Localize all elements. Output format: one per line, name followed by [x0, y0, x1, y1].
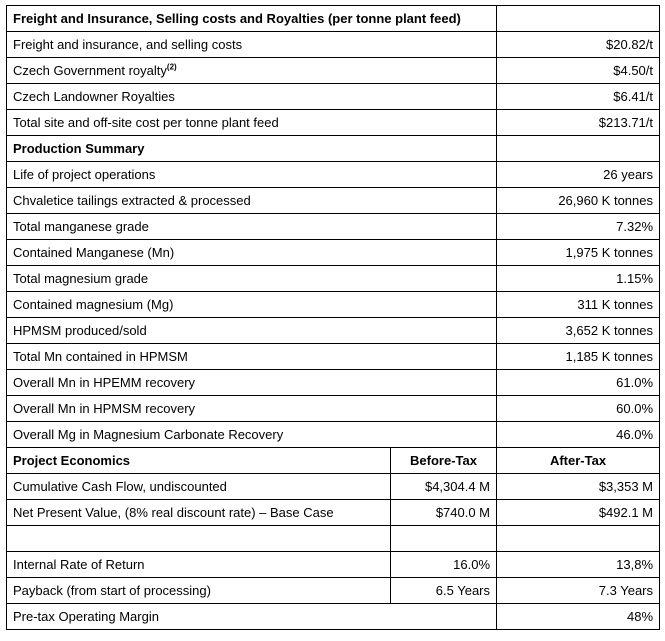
table-row	[7, 344, 660, 370]
row-label: Payback (from start of processing)	[7, 578, 391, 604]
table-row	[7, 32, 660, 58]
row-label: Overall Mg in Magnesium Carbonate Recovery	[7, 422, 497, 448]
row-value: 61.0%	[497, 370, 660, 396]
row-label: Overall Mn in HPMSM recovery	[7, 396, 497, 422]
row-value: 1,185 K tonnes	[497, 344, 660, 370]
before-tax-value: $740.0 M	[391, 500, 497, 526]
table-row	[7, 396, 660, 422]
row-value: 1.15%	[497, 266, 660, 292]
row-label-cell	[7, 58, 497, 84]
table-row	[7, 110, 660, 136]
row-label: Czech Government royalty	[13, 63, 167, 78]
after-tax-value: 7.3 Years	[497, 578, 660, 604]
row-label: Total manganese grade	[7, 214, 497, 240]
row-label	[7, 526, 391, 552]
section-header-freight	[7, 6, 660, 32]
table-row	[7, 604, 660, 630]
table-row	[7, 266, 660, 292]
after-tax-value	[497, 526, 660, 552]
empty-cell	[497, 6, 660, 32]
row-label: Chvaletice tailings extracted & processed	[7, 188, 497, 214]
table-row	[7, 474, 660, 500]
row-value: $4.50/t	[497, 58, 660, 84]
column-header-before-tax: Before-Tax	[391, 448, 497, 474]
section-header-production	[7, 136, 660, 162]
table-row	[7, 240, 660, 266]
footnote-marker: (2)	[166, 62, 177, 72]
table-row	[7, 578, 660, 604]
after-tax-value: $3,353 M	[497, 474, 660, 500]
before-tax-value: $4,304.4 M	[391, 474, 497, 500]
row-label: Overall Mn in HPEMM recovery	[7, 370, 497, 396]
table-row	[7, 500, 660, 526]
table-row	[7, 58, 660, 84]
table-row	[7, 292, 660, 318]
after-tax-value: $492.1 M	[497, 500, 660, 526]
row-label: Freight and insurance, and selling costs	[7, 32, 497, 58]
row-value: 26,960 K tonnes	[497, 188, 660, 214]
table-row	[7, 188, 660, 214]
row-label: Total magnesium grade	[7, 266, 497, 292]
row-value: 1,975 K tonnes	[497, 240, 660, 266]
row-value: 48%	[497, 604, 660, 630]
row-label: Contained magnesium (Mg)	[7, 292, 497, 318]
table-row	[7, 422, 660, 448]
row-label: Contained Manganese (Mn)	[7, 240, 497, 266]
table-row	[7, 214, 660, 240]
section-title: Project Economics	[7, 448, 391, 474]
row-label: Total Mn contained in HPMSM	[7, 344, 497, 370]
row-label: Pre-tax Operating Margin	[7, 604, 497, 630]
before-tax-value: 6.5 Years	[391, 578, 497, 604]
after-tax-value: 13,8%	[497, 552, 660, 578]
table-row	[7, 162, 660, 188]
row-value: 26 years	[497, 162, 660, 188]
before-tax-value	[391, 526, 497, 552]
column-header-after-tax: After-Tax	[497, 448, 660, 474]
row-label: Net Present Value, (8% real discount rate) – Base Case	[7, 500, 391, 526]
row-value: 311 K tonnes	[497, 292, 660, 318]
row-value: 60.0%	[497, 396, 660, 422]
section-title: Freight and Insurance, Selling costs and Royalties (per tonne plant feed)	[7, 6, 497, 32]
table-row	[7, 370, 660, 396]
before-tax-value: 16.0%	[391, 552, 497, 578]
row-value: 46.0%	[497, 422, 660, 448]
row-value: $213.71/t	[497, 110, 660, 136]
table-row-blank	[7, 526, 660, 552]
section-header-economics	[7, 448, 660, 474]
row-value: 3,652 K tonnes	[497, 318, 660, 344]
table-row	[7, 318, 660, 344]
row-value: 7.32%	[497, 214, 660, 240]
empty-cell	[497, 136, 660, 162]
row-value: $20.82/t	[497, 32, 660, 58]
row-label: Cumulative Cash Flow, undiscounted	[7, 474, 391, 500]
table-row	[7, 552, 660, 578]
financial-summary-table	[6, 5, 660, 630]
row-label: Life of project operations	[7, 162, 497, 188]
row-label: Total site and off-site cost per tonne plant feed	[7, 110, 497, 136]
row-label: Internal Rate of Return	[7, 552, 391, 578]
row-label: HPMSM produced/sold	[7, 318, 497, 344]
row-label: Czech Landowner Royalties	[7, 84, 497, 110]
table-row	[7, 84, 660, 110]
section-title: Production Summary	[7, 136, 497, 162]
row-value: $6.41/t	[497, 84, 660, 110]
